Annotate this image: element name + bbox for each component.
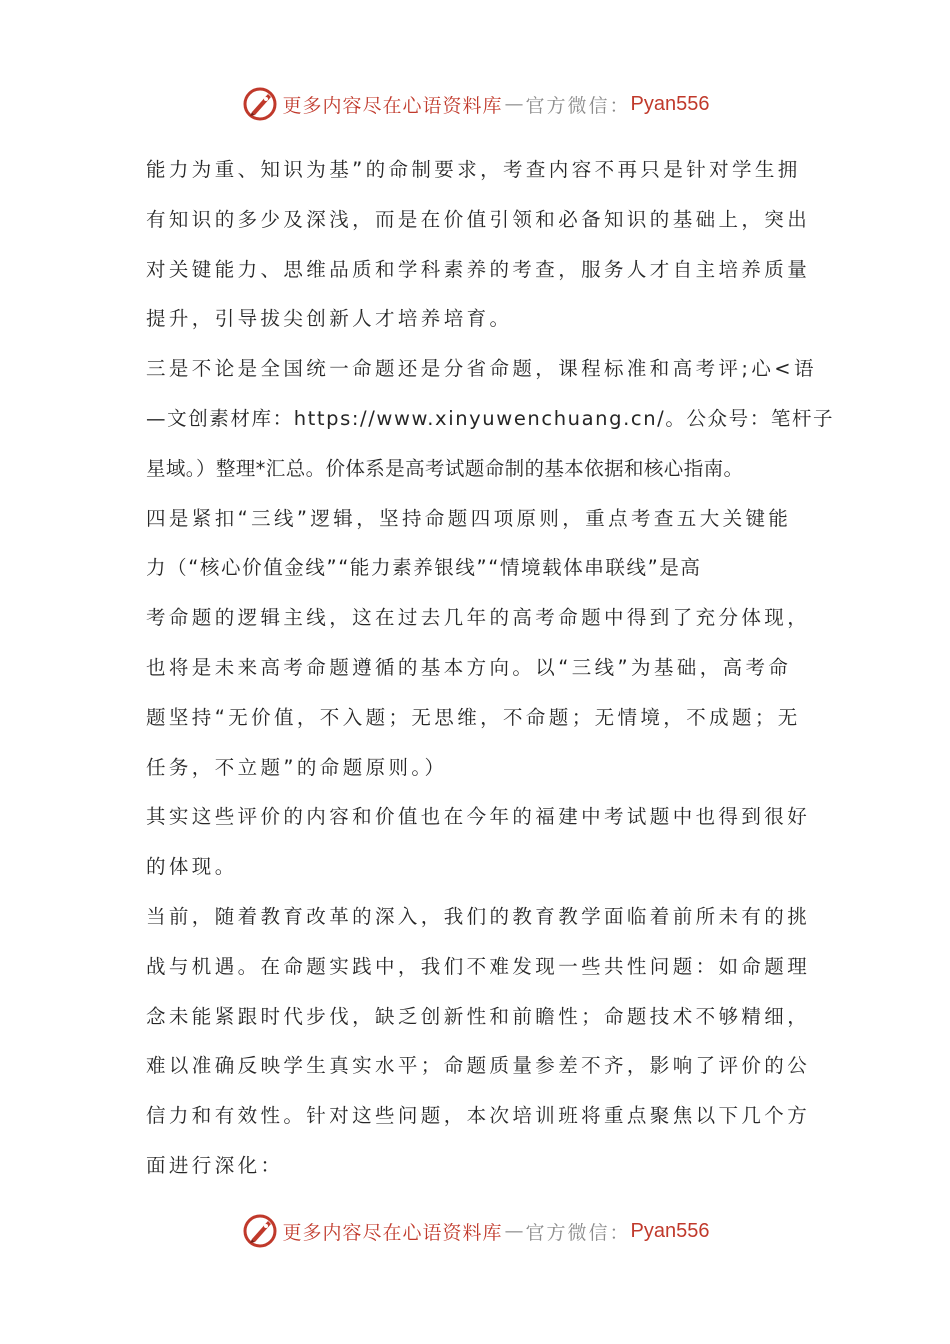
banner-sub-text: 官方微信： [525, 1221, 631, 1244]
body-line: 提升，引导拔尖创新人才培养培育。 [146, 307, 513, 331]
banner-separator: — [504, 1220, 524, 1242]
body-line: 力（“核心价值金线”“能力素养银线”“情境载体串联线”是高 [146, 556, 702, 580]
body-line: 三是不论是全国统一命题还是分省命题，课程标准和高考评;心<语 [146, 357, 817, 381]
body-line: 星域。）整理*汇总。价体系是高考试题命制的基本依据和核心指南。 [146, 456, 744, 480]
body-line: 能力为重、知识为基”的命制要求，考查内容不再只是针对学生拥 [146, 158, 801, 181]
body-line: 有知识的多少及深浅，而是在价值引领和必备知识的基础上，突出 [146, 207, 811, 231]
banner-wechat-id: Pyan556 [630, 92, 710, 115]
body-line: 战与机遇。在命题实践中，我们不难发现一些共性问题：如命题理 [146, 954, 811, 978]
body-line: 题坚持“无价值，不入题；无思维，不命题；无情境，不成题；无 [146, 705, 801, 729]
banner-separator: — [504, 93, 524, 115]
pen-logo-icon [241, 85, 279, 123]
body-line: 对关键能力、思维品质和学科素养的考查，服务人才自主培养质量 [146, 257, 811, 281]
document-body [146, 145, 835, 1191]
body-line: 其实这些评价的内容和价值也在今年的福建中考试题中也得到很好 [146, 805, 811, 829]
header-banner [0, 82, 950, 126]
body-line: 面进行深化： [146, 1153, 284, 1177]
body-line: —文创素材库：https://www.xinyuwenchuang.cn/。公众号：笔杆子 [146, 406, 835, 430]
pen-logo-icon [241, 1212, 279, 1250]
body-line: 任务，不立题”的命题原则。） [146, 755, 448, 779]
body-line: 信力和有效性。针对这些问题，本次培训班将重点聚焦以下几个方 [146, 1104, 811, 1128]
body-line: 难以准确反映学生真实水平；命题质量参差不齐，影响了评价的公 [146, 1054, 811, 1078]
body-line: 当前，随着教育改革的深入，我们的教育教学面临着前所未有的挑 [146, 904, 811, 928]
banner-wechat-id: Pyan556 [630, 1219, 710, 1242]
body-line: 四是紧扣“三线”逻辑，坚持命题四项原则，重点考查五大关键能 [146, 506, 792, 530]
body-line: 也将是未来高考命题遵循的基本方向。以“三线”为基础，高考命 [146, 655, 792, 679]
banner-main-text: 更多内容尽在心语资料库 [282, 94, 503, 117]
footer-banner [0, 1209, 950, 1253]
body-line: 的体现。 [146, 855, 238, 879]
banner-main-text: 更多内容尽在心语资料库 [282, 1221, 503, 1244]
body-line: 考命题的逻辑主线，这在过去几年的高考命题中得到了充分体现， [146, 606, 811, 630]
banner-sub-text: 官方微信： [525, 94, 631, 117]
body-line: 念未能紧跟时代步伐，缺乏创新性和前瞻性；命题技术不够精细， [146, 1004, 811, 1028]
